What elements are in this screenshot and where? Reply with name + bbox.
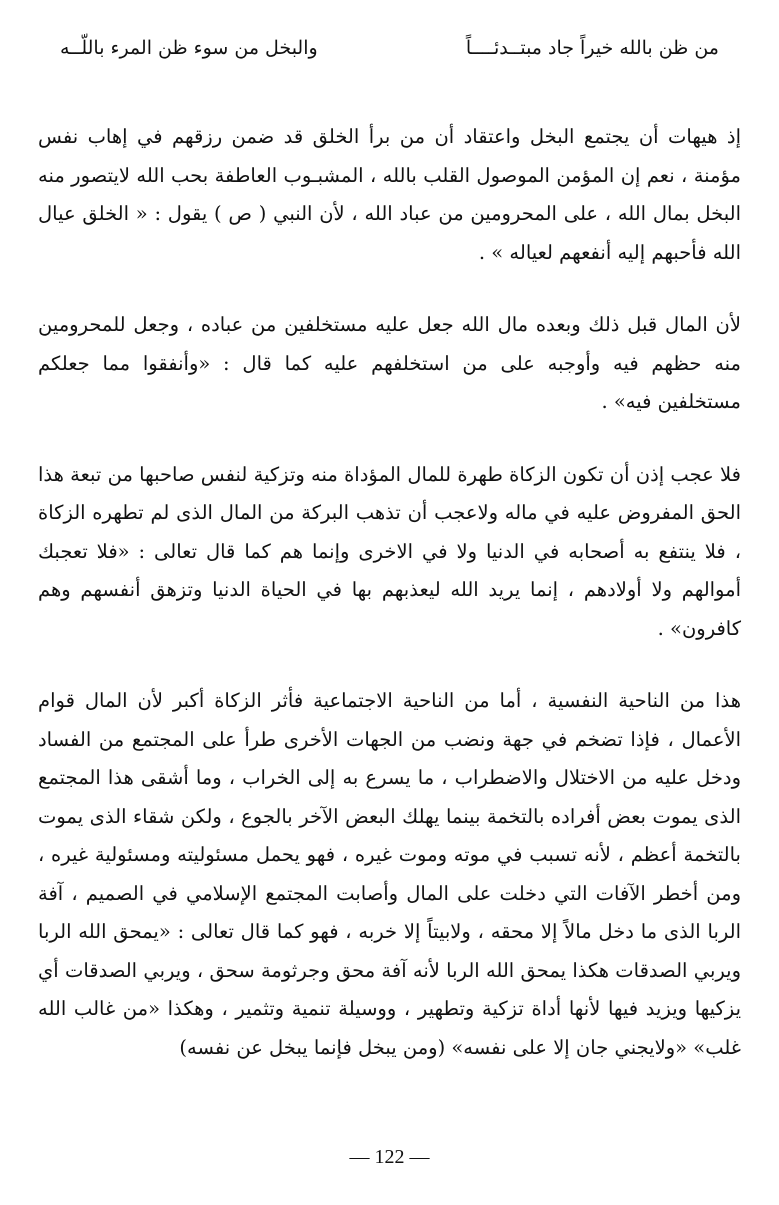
paragraph-4: هذا من الناحية النفسية ، أما من الناحية الاجتماعية فأثر الزكاة أكبر لأن المال قوام الأعمال ، فإذا تضخم في جهة ونضب من الجهات الأخرى طرأ على المجتمع من الفساد ودخل عليه من الاختلال والاضطراب ، ما يسرع به إلى الخراب ، وما أشقى هذا المجتمع الذى يموت بعض أفراده بالتخمة بينما يهلك البعض الآخر بالجوع ، ولكن شقاء الذى يموت بالتخمة أعظم ، لأنه تسبب في موته وموت غيره ، فهو يحمل مسئوليته ومسئولية غيره ، ومن أخطر الآفات التي دخلت على المال وأصابت المجتمع الإسلامي في الصميم ، آفة الربا الذى ما دخل مالاً إلا محقه ، ولابيتاً إلا خربه ، فهو كما قال تعالى : «يمحق الله الربا ويربي الصدقات هكذا يمحق الله الربا لأنه آفة محق وجرثومة سحق ، ويربي الصدقات أي يزكيها ويزيد فيها لأنها أداة تزكية وتطهير ، ووسيلة تنمية وتثمير ، وهكذا «من غالب الله غلب» «ولايجني جان إلا على نفسه» (ومن يبخل فإنما يبخل عن نفسه) <box>38 689 741 1059</box>
paragraph-2: لأن المال قبل ذلك وبعده مال الله جعل عليه مستخلفين من عباده ، وجعل للمحرومين منه حظهم فيه وأوجبه على من استخلفهم عليه كما قال : «وأنفقوا مما جعلكم مستخلفين فيه» . <box>38 313 741 413</box>
page-number: — 122 — <box>349 1146 430 1168</box>
verse-first-hemistich: من ظن بالله خيراً جاد مبتــدئــــاً <box>465 37 719 59</box>
paragraph-3: فلا عجب إذن أن تكون الزكاة طهرة للمال المؤداة منه وتزكية لنفس صاحبها من تبعة هذا الحق المفروض عليه في ماله ولاعجب أن تذهب البركة من المال الذى لم تطهره الزكاة ، فلا ينتفع به أصحابه في الدنيا ولا في الاخرى وإنما هم كما قال تعالى : «فلا تعجبك أموالهم ولا أولادهم ، إنما يريد الله ليعذبهم بها في الحياة الدنيا وتزهق أنفسهم وهم كافرون» . <box>38 462 741 640</box>
document-page <box>38 28 741 1178</box>
verse-second-hemistich: والبخل من سوء ظن المرء باللّــه <box>60 37 318 59</box>
header-verse <box>38 28 741 68</box>
paragraph-1: إذ هيهات أن يجتمع البخل واعتقاد أن من برأ الخلق قد ضمن رزقهم في إهاب نفس مؤمنة ، نعم إن المؤمن الموصول القلب بالله ، المشبـوب العاطفة بحب الله لايتصور منه البخل بمال الله ، على المحرومين من عباد الله ، لأن النبي ( ص ) يقول : « الخلق عيال الله فأحبهم إليه أنفعهم لعياله » . <box>38 125 741 264</box>
